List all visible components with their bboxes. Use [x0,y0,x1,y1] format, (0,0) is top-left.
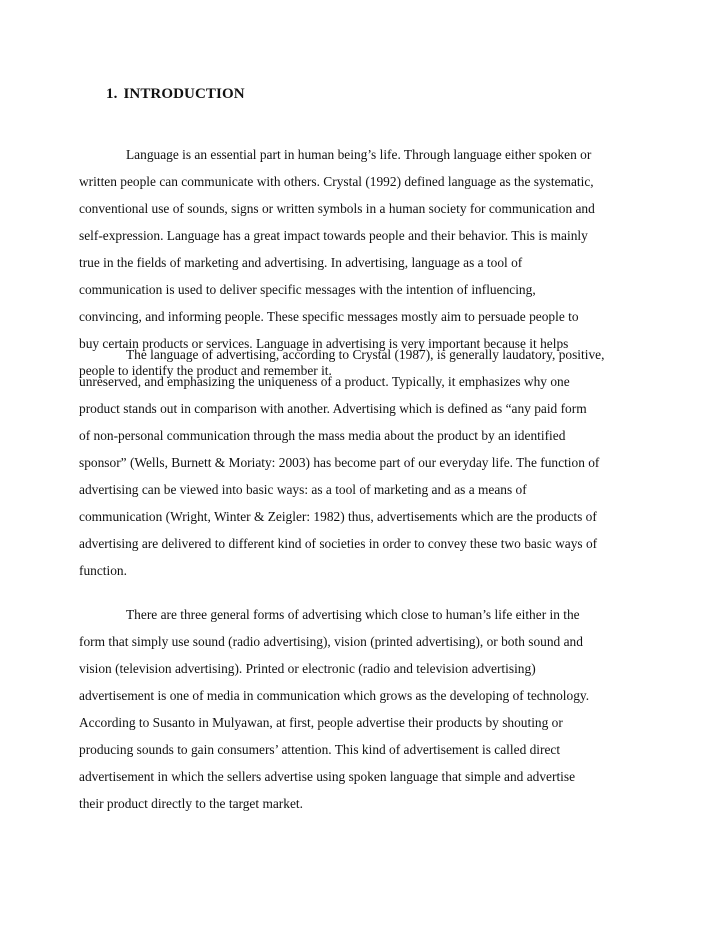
text-line: product stands out in comparison with another. Advertising which is defined as “any paid form [79,401,587,416]
text-line: advertisement is one of media in communication which grows as the developing of technology. [79,688,590,703]
text-line: of non-personal communication through the mass media about the product by an identified [79,428,566,443]
section-number: 1. [106,86,118,102]
text-line: convincing, and informing people. These specific messages mostly aim to persuade people to [79,309,579,324]
text-line: Language is an essential part in human being’s life. Through language either spoken or [126,147,592,162]
text-line: written people can communicate with others. Crystal (1992) defined language as the systematic, [79,174,594,189]
text-line: true in the fields of marketing and advertising. In advertising, language as a tool of [79,255,523,270]
text-line: There are three general forms of advertising which close to human’s life either in the [126,607,580,622]
text-line: communication (Wright, Winter & Zeigler: 1982) thus, advertisements which are the products of [79,509,597,524]
text-line: people to identify the product and remember it. [79,363,332,378]
section-heading [106,86,245,103]
text-line: self-expression. Language has a great impact towards people and their behavior. This is mainly [79,228,588,243]
text-line: form that simply use sound (radio advertising), vision (printed advertising), or both sound and [79,634,583,649]
text-line: advertising can be viewed into basic ways: as a tool of marketing and as a means of [79,482,527,497]
text-line: According to Susanto in Mulyawan, at first, people advertise their products by shouting or [79,715,563,730]
text-line: function. [79,563,127,578]
text-line: advertising are delivered to different kind of societies in order to convey these two basic ways of [79,536,598,551]
text-line: The language of advertising, according to Crystal (1987), is generally laudatory, positive, [126,347,605,362]
paragraph-3 [79,601,659,817]
text-line: sponsor” (Wells, Burnett & Moriaty: 2003) has become part of our everyday life. The function of [79,455,600,470]
text-line: communication is used to deliver specific messages with the intention of influencing, [79,282,536,297]
text-line: their product directly to the target market. [79,796,303,811]
text-line: advertisement in which the sellers advertise using spoken language that simple and advertise [79,769,576,784]
text-line: conventional use of sounds, signs or written symbols in a human society for communication and [79,201,595,216]
text-line: unreserved, and emphasizing the uniqueness of a product. Typically, it emphasizes why one [79,374,570,389]
text-line: vision (television advertising). Printed or electronic (radio and television advertising) [79,661,536,676]
section-title: INTRODUCTION [123,86,245,102]
paragraph-2 [79,341,659,584]
text-line: buy certain products or services. Language in advertising is very important because it helps [79,336,569,351]
text-line: producing sounds to gain consumers’ attention. This kind of advertisement is called direct [79,742,561,757]
